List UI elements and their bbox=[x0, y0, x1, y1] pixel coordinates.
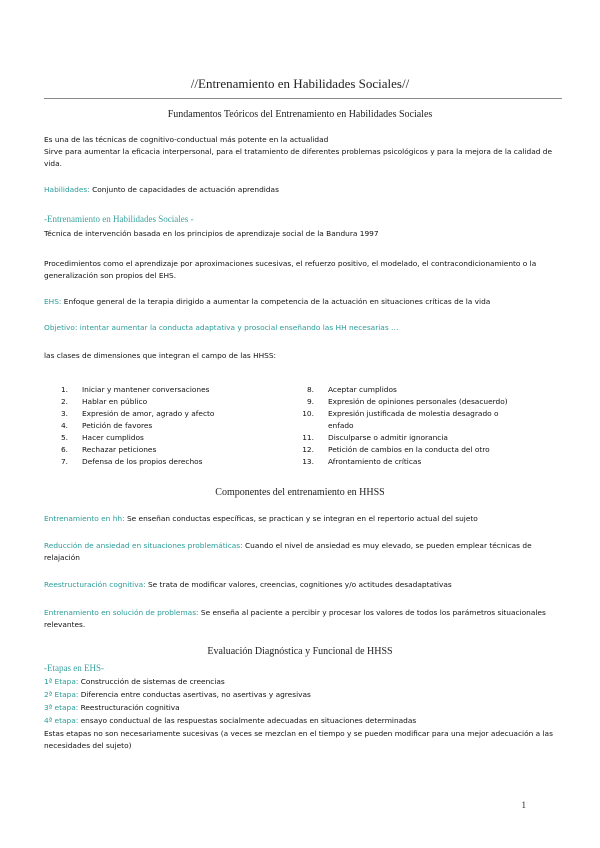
dimensions-list-right bbox=[292, 384, 552, 468]
procedimientos-paragraph: Procedimientos como el aprendizaje por aproximaciones sucesivas, el refuerzo positivo, el modelado, el contracondicionamiento o la generalización son propios del EHS. bbox=[44, 259, 537, 280]
section-heading-componentes: Componentes del entrenamiento en HHSS bbox=[215, 487, 385, 498]
list-item: 10. Expresión justificada de molestia desagrado o bbox=[302, 409, 499, 418]
habilidades-label: Habilidades: bbox=[44, 185, 90, 194]
list-item: 6. Rechazar peticiones bbox=[60, 445, 157, 454]
component-solucion-problemas: Entrenamiento en solución de problemas: Se enseña al paciente a percibir y procesar los valores de todos los parámetros situacionales relevantes. bbox=[44, 608, 546, 629]
objetivo-text: intentar aumentar la conducta adaptativa y prosocial enseñando las HH necesarias … bbox=[77, 323, 399, 332]
component-entrenamiento-hh: Entrenamiento en hh: Se enseñan conductas específicas, se practican y se integran en el repertorio actual del sujeto bbox=[44, 514, 478, 523]
list-item: 5. Hacer cumplidos bbox=[60, 433, 144, 442]
habilidades-paragraph bbox=[44, 184, 559, 196]
ehs-definition: Técnica de intervención basada en los principios de aprendizaje social de la Bandura 1997 bbox=[44, 229, 379, 238]
list-item: 2. Hablar en público bbox=[60, 397, 148, 406]
ehs-enfoque-paragraph bbox=[44, 296, 559, 308]
etapa-1: 1ª Etapa: Construcción de sistemas de creencias bbox=[44, 677, 225, 686]
etapas-subheading: -Etapas en EHS- bbox=[44, 663, 104, 673]
list-item: 3. Expresión de amor, agrado y afecto bbox=[60, 409, 215, 418]
list-item: 8. Aceptar cumplidos bbox=[306, 385, 397, 394]
section-heading-evaluacion: Evaluación Diagnóstica y Funcional de HHSS bbox=[207, 646, 393, 657]
clases-intro: las clases de dimensiones que integran el campo de las HHSS: bbox=[44, 351, 277, 360]
ehs-label: EHS: bbox=[44, 297, 62, 306]
ehs-text: Enfoque general de la terapia dirigido a aumentar la competencia de la actuación en situaciones críticas de la vida bbox=[61, 297, 491, 306]
etapa-4: 4ª etapa: ensayo conductual de las respuestas socialmente adecuadas en situaciones determinadas bbox=[44, 716, 417, 725]
document-title: //Entrenamiento en Habilidades Sociales// bbox=[190, 76, 410, 91]
intro-line-2: Sirve para aumentar la eficacia interpersonal, para el tratamiento de diferentes problemas psicológicos y para la mejora de la calidad de vida. bbox=[44, 147, 553, 168]
etapa-3: 3ª etapa: Reestructuración cognitiva bbox=[44, 703, 180, 712]
etapa-2: 2ª Etapa: Diferencia entre conductas asertivas, no asertivas y agresivas bbox=[44, 690, 311, 699]
title-divider bbox=[44, 98, 562, 99]
list-item: 13. Afrontamiento de críticas bbox=[302, 457, 422, 466]
component-reduccion-ansiedad: Reducción de ansiedad en situaciones problemáticas: Cuando el nivel de ansiedad es muy elevado, se pueden emplear técnicas de relajación bbox=[44, 541, 532, 562]
list-item: 9. Expresión de opiniones personales (desacuerdo) bbox=[306, 397, 508, 406]
list-item: 1. Iniciar y mantener conversaciones bbox=[60, 385, 210, 394]
page-number: 1 bbox=[521, 800, 526, 810]
habilidades-text: Conjunto de capacidades de actuación aprendidas bbox=[89, 185, 279, 194]
dimensions-list-left bbox=[46, 384, 296, 468]
intro-line-1: Es una de las técnicas de cognitivo-conductual más potente en la actualidad bbox=[44, 135, 329, 144]
list-item: 12. Petición de cambios en la conducta del otro bbox=[302, 445, 490, 454]
list-item-continuation: enfado bbox=[328, 421, 354, 430]
section-heading-fundamentos: Fundamentos Teóricos del Entrenamiento en Habilidades Sociales bbox=[167, 109, 433, 120]
component-reestructuracion: Reestructuración cognitiva: Se trata de modificar valores, creencias, cognitiones y/o actitudes desadaptativas bbox=[44, 580, 452, 589]
list-item: 11. Disculparse o admitir ignorancia bbox=[302, 433, 448, 442]
list-item: 4. Petición de favores bbox=[60, 421, 153, 430]
ehs-subheading: -Entrenamiento en Habilidades Sociales - bbox=[44, 214, 194, 224]
objetivo-paragraph bbox=[44, 322, 559, 334]
list-item: 7. Defensa de los propios derechos bbox=[60, 457, 203, 466]
objetivo-label: Objetivo: bbox=[44, 323, 78, 332]
etapas-note: Estas etapas no son necesariamente sucesivas (a veces se mezclan en el tiempo y se pueden modificar para una mejor adecuación a las necesidades del sujeto) bbox=[44, 729, 553, 750]
